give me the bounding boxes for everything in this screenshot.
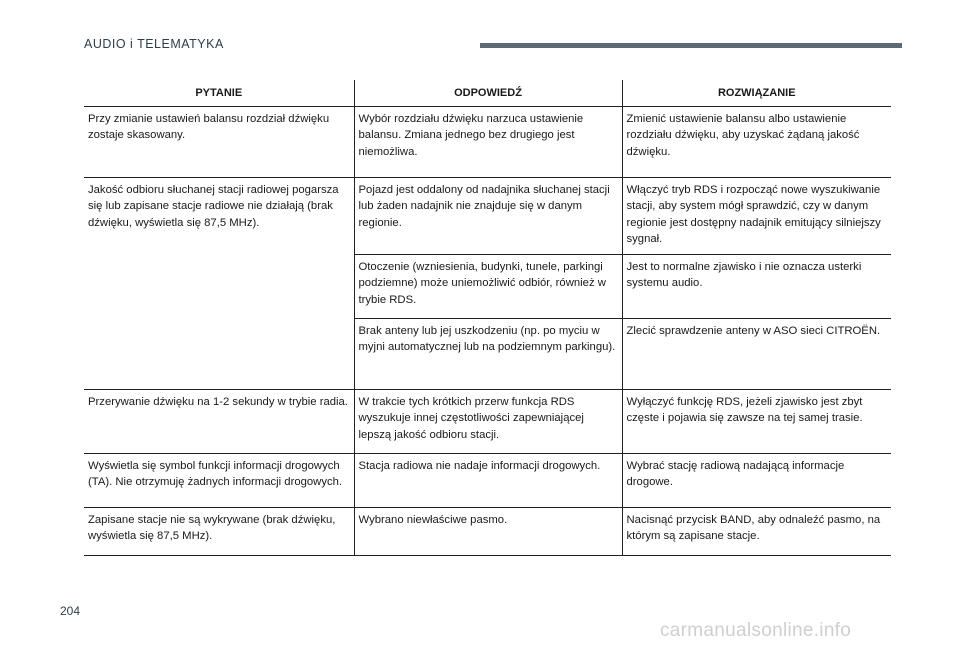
answer-cell: Wybór rozdziału dźwięku narzuca ustawienie balansu. Zmiana jednego bez drugiego jest niemożliwa. <box>354 107 622 178</box>
answer-cell: Stacja radiowa nie nadaje informacji drogowych. <box>354 454 622 508</box>
troubleshooting-table <box>84 80 891 556</box>
solution-cell: Włączyć tryb RDS i rozpocząć nowe wyszukiwanie stacji, aby system mógł sprawdzić, czy w danym regionie jest dostępny nadajnik emitujący silniejszy sygnał. <box>622 178 891 255</box>
table-row <box>84 107 891 178</box>
table-row <box>84 454 891 508</box>
solution-cell: Zmienić ustawienie balansu albo ustawienie rozdziału dźwięku, aby uzyskać żądaną jakość dźwięku. <box>622 107 891 178</box>
solution-cell: Zlecić sprawdzenie anteny w ASO sieci CITROËN. <box>622 319 891 390</box>
question-cell: Wyświetla się symbol funkcji informacji drogowych (TA). Nie otrzymuję żadnych informacji drogowych. <box>84 454 354 508</box>
solution-cell: Wybrać stację radiową nadającą informacje drogowe. <box>622 454 891 508</box>
question-cell: Jakość odbioru słuchanej stacji radiowej pogarsza się lub zapisane stacje radiowe nie działają (brak dźwięku, wyświetla się 87,5 MHz). <box>84 178 354 390</box>
table-row <box>84 178 891 255</box>
column-header-solution: ROZWIĄZANIE <box>622 80 891 107</box>
answer-cell: W trakcie tych krótkich przerw funkcja RDS wyszukuje innej częstotliwości zapewniającej lepszą jakość odbioru stacji. <box>354 390 622 454</box>
section-title: AUDIO i TELEMATYKA <box>84 37 224 51</box>
answer-cell: Wybrano niewłaściwe pasmo. <box>354 508 622 556</box>
question-cell: Przy zmianie ustawień balansu rozdział dźwięku zostaje skasowany. <box>84 107 354 178</box>
answer-cell: Otoczenie (wzniesienia, budynki, tunele, parkingi podziemne) może uniemożliwić odbiór, również w trybie RDS. <box>354 255 622 319</box>
table-header-row <box>84 80 891 107</box>
column-header-question: PYTANIE <box>84 80 354 107</box>
table-row <box>84 508 891 556</box>
table-row <box>84 390 891 454</box>
question-cell: Przerywanie dźwięku na 1-2 sekundy w trybie radia. <box>84 390 354 454</box>
column-header-answer: ODPOWIEDŹ <box>354 80 622 107</box>
page-number: 204 <box>60 604 81 618</box>
question-cell: Zapisane stacje nie są wykrywane (brak dźwięku, wyświetla się 87,5 MHz). <box>84 508 354 556</box>
answer-cell: Brak anteny lub jej uszkodzeniu (np. po myciu w myjni automatycznej lub na podziemnym parkingu). <box>354 319 622 390</box>
solution-cell: Jest to normalne zjawisko i nie oznacza usterki systemu audio. <box>622 255 891 319</box>
solution-cell: Nacisnąć przycisk BAND, aby odnaleźć pasmo, na którym są zapisane stacje. <box>622 508 891 556</box>
answer-cell: Pojazd jest oddalony od nadajnika słuchanej stacji lub żaden nadajnik nie znajduje się w danym regionie. <box>354 178 622 255</box>
watermark: carmanualsonline.info <box>660 620 852 641</box>
solution-cell: Wyłączyć funkcję RDS, jeżeli zjawisko jest zbyt częste i pojawia się zawsze na tej samej trasie. <box>622 390 891 454</box>
header-accent-bar <box>480 43 902 48</box>
